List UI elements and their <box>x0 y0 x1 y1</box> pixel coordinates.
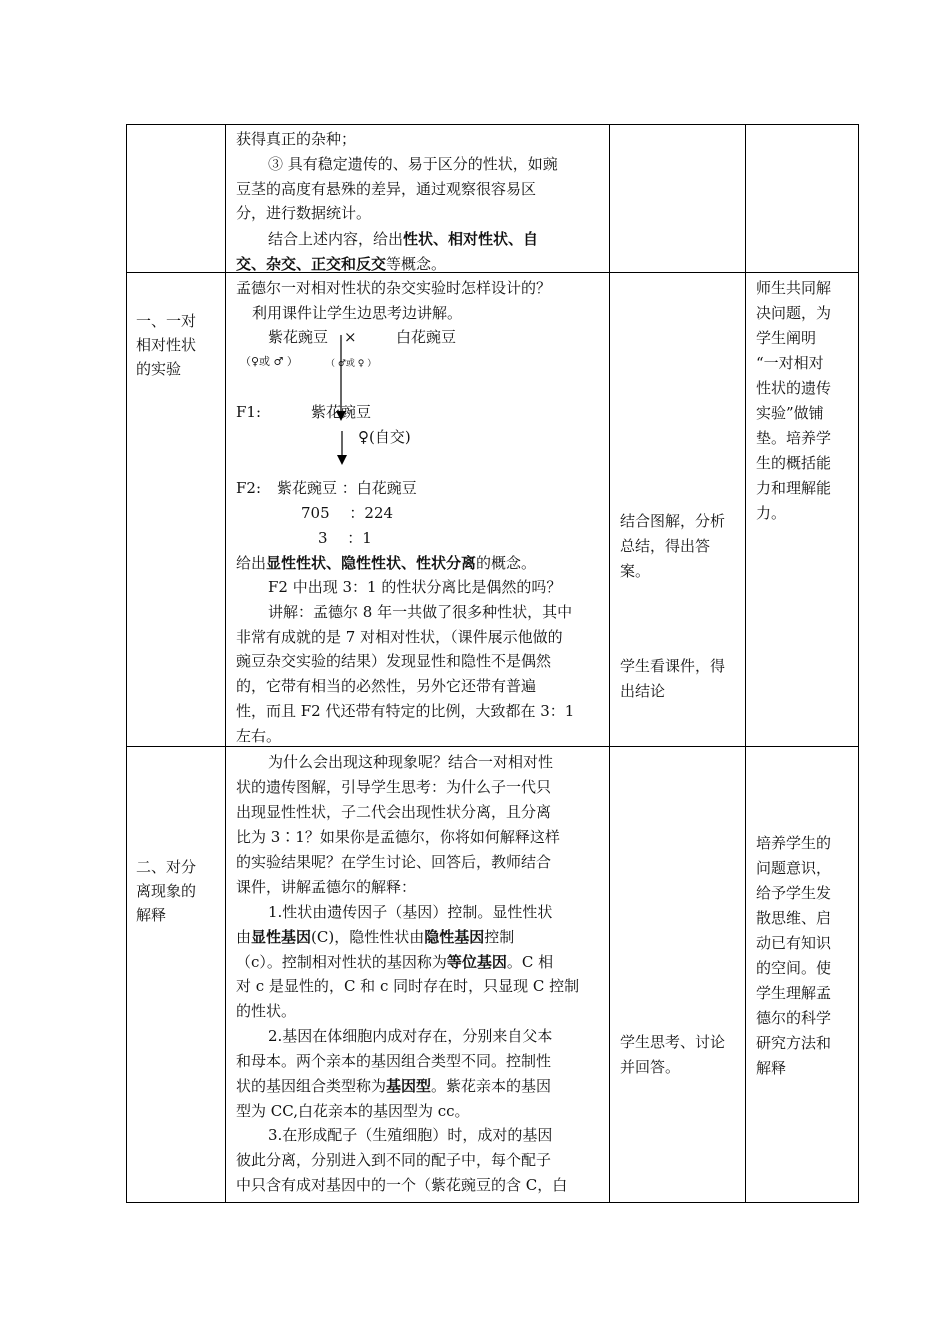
intent-line: 学生理解孟 <box>756 984 832 1002</box>
text-line: 出现显性性状，子二代会出现性状分离，且分离 <box>236 803 552 821</box>
intent-line: 师生共同解 <box>756 279 832 297</box>
text-line: 性，而且 F2 代还带有特定的比例，大致都在 3：1 <box>236 702 575 720</box>
intent-line: 问题意识， <box>756 859 832 877</box>
text: 由 <box>236 928 252 946</box>
intent-line: 力。 <box>756 504 787 522</box>
text-line: ③ 具有稳定遗传的、易于区分的性状，如豌 <box>268 155 558 173</box>
text-line: F2 中出现 3：1 的性状分离比是偶然的吗？ <box>268 578 562 596</box>
table-border-right <box>858 124 859 1203</box>
intent-line: 培养学生的 <box>756 834 832 852</box>
stage-label-line: 离现象的 <box>136 882 197 900</box>
text-line: 豆茎的高度有悬殊的差异，通过观察很容易区 <box>236 180 537 198</box>
stage-label-line: 二、对分 <box>136 858 197 876</box>
text-line: 2.基因在体细胞内成对存在，分别来自父本 <box>268 1027 553 1045</box>
f2-value: 紫花豌豆 ：白花豌豆 <box>277 479 417 497</box>
text: 结合上述内容，给出 <box>268 230 404 248</box>
parent-left-label: 紫花豌豆 <box>268 328 329 346</box>
intent-line: 的空间。使 <box>756 959 832 977</box>
selfing-label: ♀(自交) <box>358 428 411 446</box>
text-line: 3.在形成配子（生殖细胞）时，成对的基因 <box>268 1126 553 1144</box>
table-col-divider <box>225 124 226 1203</box>
text: 给出 <box>236 554 267 572</box>
text-line: 和母本。两个亲本的基因组合类型不同。控制性 <box>236 1052 552 1070</box>
intent-line: 解释 <box>756 1059 787 1077</box>
student-activity-line: 学生思考、讨论 <box>620 1033 726 1051</box>
student-activity-line: 总结，得出答 <box>620 537 711 555</box>
student-activity-line: 结合图解，分析 <box>620 512 726 530</box>
text-line: 非常有成就的是 7 对相对性状，（课件展示他做的 <box>236 628 563 646</box>
text-line: 中只含有成对基因中的一个（紫花豌豆的含 C，白 <box>236 1176 568 1194</box>
f2-label: F2: <box>236 479 262 497</box>
bold-term: 等位基因 <box>446 953 507 971</box>
text-line: 的性状。 <box>236 1002 297 1020</box>
intent-line: “一对相对 <box>756 354 824 372</box>
text-line <box>236 951 553 973</box>
text-line: 分，进行数据统计。 <box>236 204 372 222</box>
text-line: 型为 CC,白花亲本的基因型为 cc。 <box>236 1102 470 1120</box>
text-line: 对 c 是显性的，C 和 c 同时存在时，只显现 C 控制 <box>236 977 580 995</box>
intent-line: 散思维、启 <box>756 909 832 927</box>
text-line: 利用课件让学生边思考边讲解。 <box>252 304 463 322</box>
text: 等概念。 <box>386 255 447 273</box>
cross-symbol: × <box>344 328 357 346</box>
bold-term: 交、杂交、正交和反交 <box>236 255 387 273</box>
text-line: 的实验结果呢？在学生讨论、回答后，教师结合 <box>236 853 552 871</box>
stage-label-line: 解释 <box>136 906 167 924</box>
table-border-top <box>126 124 859 125</box>
intent-line: 力和理解能 <box>756 479 832 497</box>
student-activity-line: 学生看课件，得 <box>620 657 726 675</box>
intent-line: 给予学生发 <box>756 884 832 902</box>
bold-term: 显性性状、隐性性状、性状分离 <box>266 554 477 572</box>
text-line <box>268 228 538 250</box>
stage-label-line: 的实验 <box>136 360 182 378</box>
text: （c）。控制相对性状的基因称为 <box>236 953 447 971</box>
count-line: 705 ：224 <box>301 504 394 522</box>
intent-line: 垫。培养学 <box>756 429 832 447</box>
table-border-left <box>126 124 127 1203</box>
text: 状的基因组合类型称为 <box>236 1077 387 1095</box>
intent-line: 实验”做铺 <box>756 404 824 422</box>
stage-label-line: 相对性状 <box>136 336 197 354</box>
student-activity-line: 并回答。 <box>620 1058 681 1076</box>
bold-term: 性状、相对性状、自 <box>403 230 539 248</box>
student-activity-line: 出结论 <box>620 682 666 700</box>
intent-line: 研究方法和 <box>756 1034 832 1052</box>
text-line: 孟德尔一对相对性状的杂交实验时怎样设计的？ <box>236 279 552 297</box>
text-line <box>236 552 536 574</box>
text-line: 状的遗传图解，引导学生思考：为什么子一代只 <box>236 778 552 796</box>
text: 控制 <box>484 928 515 946</box>
bold-term: 基因型 <box>386 1077 432 1095</box>
text-line: 为什么会出现这种现象呢？结合一对相对性 <box>268 753 554 771</box>
text-line <box>236 1075 551 1097</box>
text-line: 左右。 <box>236 727 282 745</box>
text-line: 讲解：孟德尔 8 年一共做了很多种性状，其中 <box>268 603 573 621</box>
intent-line: 学生阐明 <box>756 329 817 347</box>
f1-label: F1: <box>236 403 262 421</box>
text-line: 比为 3∶1？如果你是孟德尔，你将如何解释这样 <box>236 828 560 846</box>
table-border-bottom <box>126 1202 859 1203</box>
sex-note-right: （ ♂或 ♀ ） <box>326 359 377 369</box>
intent-line: 生的概括能 <box>756 454 832 472</box>
text: (C)，隐性性状由 <box>311 928 425 946</box>
intent-line: 德尔的科学 <box>756 1009 832 1027</box>
text-line: 彼此分离，分别进入到不同的配子中，每个配子 <box>236 1151 552 1169</box>
text: 。C 相 <box>506 953 554 971</box>
table-col-divider <box>745 124 746 1203</box>
ratio-line: 3 ：1 <box>318 529 372 547</box>
intent-line: 动已有知识 <box>756 934 832 952</box>
intent-line: 性状的遗传 <box>756 379 832 397</box>
f1-value: 紫花豌豆 <box>311 403 372 421</box>
bold-term: 隐性基因 <box>424 928 485 946</box>
text-line <box>236 926 514 948</box>
stage-label-line: 一、一对 <box>136 312 197 330</box>
table-col-divider <box>609 124 610 1203</box>
sex-note-left: （♀或 ♂ ） <box>240 355 298 368</box>
parent-right-label: 白花豌豆 <box>396 328 457 346</box>
text-line: 获得真正的杂种； <box>236 130 357 148</box>
intent-line: 决问题，为 <box>756 304 832 322</box>
text: 。紫花亲本的基因 <box>431 1077 552 1095</box>
text-line: 豌豆杂交实验的结果）发现显性和隐性不是偶然 <box>236 652 552 670</box>
text-line <box>236 253 446 275</box>
text: 的概念。 <box>476 554 537 572</box>
text-line: 课件，讲解孟德尔的解释： <box>236 878 417 896</box>
student-activity-line: 案。 <box>620 562 651 580</box>
text-line: 1.性状由遗传因子（基因）控制。显性性状 <box>268 903 553 921</box>
text-line: 的，它带有相当的必然性，另外它还带有普遍 <box>236 677 537 695</box>
bold-term: 显性基因 <box>251 928 312 946</box>
